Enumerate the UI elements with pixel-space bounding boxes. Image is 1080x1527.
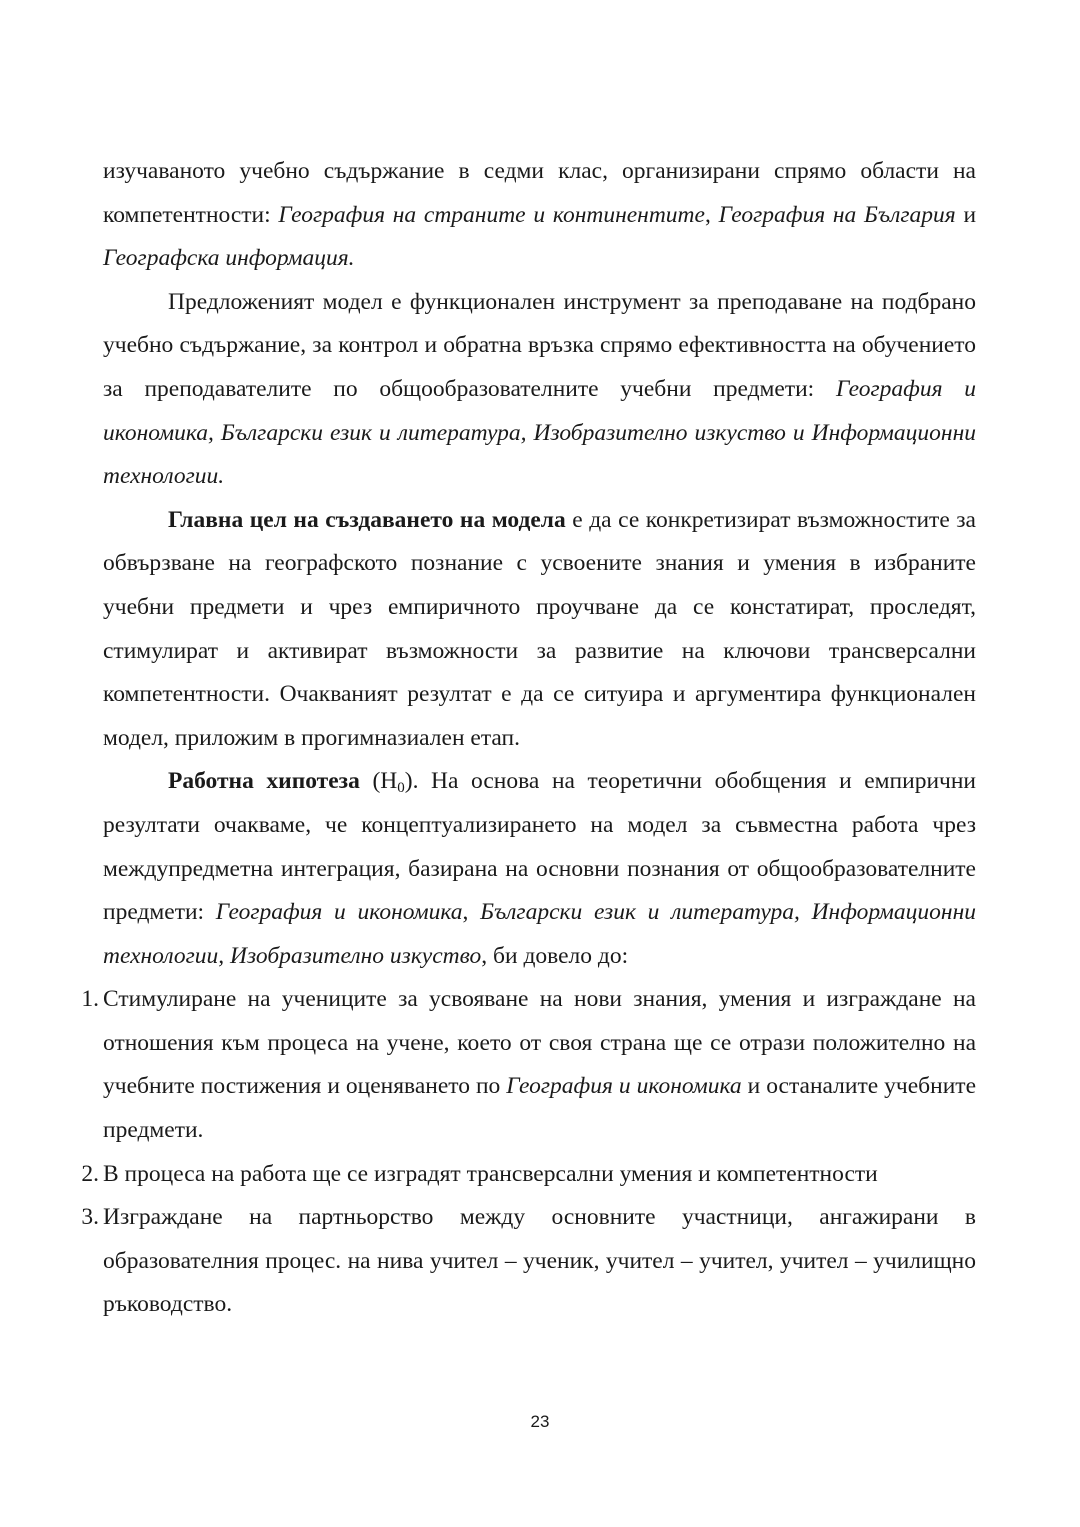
italic-run: География на страните и континентите — [278, 201, 705, 228]
list-item — [81, 1153, 976, 1197]
paragraph-4 — [103, 760, 976, 978]
document-body — [81, 150, 977, 1327]
bold-run: Работна хипотеза — [168, 768, 360, 795]
paragraph-3 — [103, 499, 976, 761]
text-run: и — [955, 201, 977, 228]
text-run: , би довело до: — [481, 942, 629, 969]
text-run: и останалите учебните предмети. — [103, 1073, 976, 1144]
italic-run: География и икономика — [506, 1073, 742, 1100]
bold-run: Главна цел на създаването на модела — [168, 506, 566, 533]
text-run: , — [704, 201, 719, 228]
text-run: изучаваното учебно съдържание в седми клас, организирани спрямо области на компетентности: — [103, 158, 976, 228]
italic-run: География и икономика — [215, 899, 463, 926]
text-run: Стимулиране на учениците за усвояване на нови знания, умения и изграждане на отношения към процеса на учене, което от своя страна ще се отрази положително на учебните постижения и оценяването по — [103, 986, 976, 1100]
text-run: е да се конкретизират възможностите за обвързване на географското познание с усвоените знания и умения в избраните учебни предмети и чрез емпиричното проучване да се констатират, проследят, стимулират и активират възможности за развитие на ключови трансверсални компетентности. Очакваният резултат е да се ситуира и аргументира функционален модел, приложим в прогимназиален етап. — [103, 506, 976, 751]
page-number: 23 — [530, 1412, 550, 1431]
list-item — [81, 978, 976, 1152]
list-number: 1. — [81, 986, 99, 1013]
text-run: Предложеният модел е функционален инструмент за преподаване на подбрано учебно съдържание, за контрол и обратна връзка спрямо ефективността на обучението за преподавателите по общообразователните учебни предмети: — [103, 288, 976, 402]
italic-run: Български език и литература, Информационни технологии, Изобразително изкуство — [103, 899, 976, 969]
italic-run: География на България — [718, 201, 956, 228]
italic-run: География и икономика, Български език и литература, Изобразително изкуство и Информационни технологии. — [103, 375, 976, 490]
numbered-list — [81, 978, 976, 1327]
paragraph-2 — [103, 281, 976, 499]
text-run: (Н — [359, 768, 398, 795]
text-run: В процеса на работа ще се изградят трансверсални умения и компетентности — [103, 1160, 878, 1187]
text-run: , — [462, 899, 481, 926]
list-number: 2. — [81, 1160, 99, 1187]
list-number: 3. — [81, 1204, 99, 1231]
italic-run: Географска информация. — [103, 245, 355, 272]
list-item — [81, 1196, 976, 1327]
subscript-run: 0 — [397, 780, 405, 797]
text-run: Изграждане на партньорство между основните участници, ангажирани в образователния процес. на нива учител – ученик, учител – учител, учител – училищно ръководство. — [103, 1204, 976, 1318]
paragraph-1 — [103, 150, 976, 281]
text-run: ). На основа на теоретични обобщения и емпирични резултати очакваме, че концептуализирането на модел за съвместна работа чрез междупредметна интеграция, базирана на основни познания от общообразователните предмети: — [103, 768, 976, 926]
